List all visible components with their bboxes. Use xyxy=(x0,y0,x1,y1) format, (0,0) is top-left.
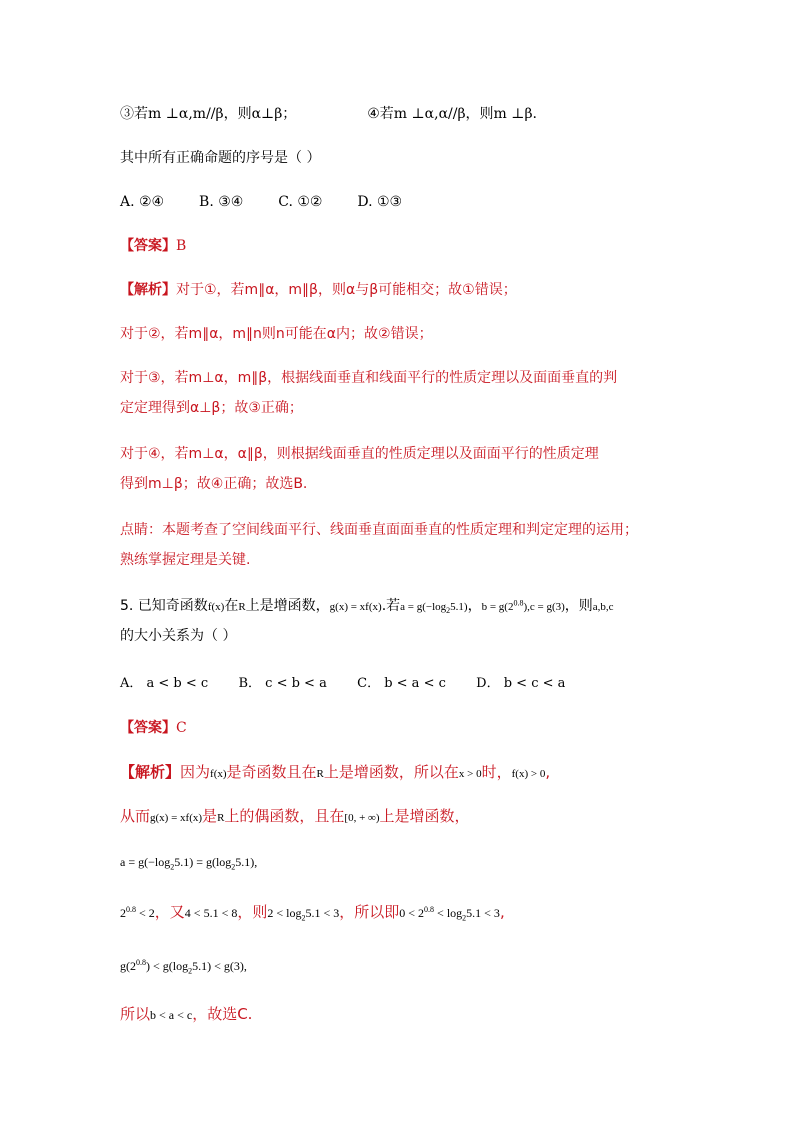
q4-comment-1: 点睛：本题考查了空间线面平行、线面垂直面面垂直的性质定理和判定定理的运用； xyxy=(120,522,638,538)
analysis-text: ，又 xyxy=(154,903,185,921)
math-sup: 0.8 xyxy=(126,905,136,914)
statement-3-4-line xyxy=(120,104,537,124)
q5-analysis-4 xyxy=(120,902,505,923)
analysis-label: 【解析】 xyxy=(120,282,176,298)
option-c: C. ①② xyxy=(278,194,323,210)
option-d: D． b < c < a xyxy=(476,676,566,691)
math-b-def xyxy=(481,598,565,613)
math-part: 5.1) xyxy=(450,601,468,613)
q5-analysis-1 xyxy=(120,762,550,784)
q5-analysis-5 xyxy=(120,956,247,976)
answer-value: B xyxy=(176,238,187,254)
math-f-pos: f(x) > 0 xyxy=(511,768,546,780)
option-a: A. ②④ xyxy=(120,194,165,210)
math-sub: 2 xyxy=(301,913,306,923)
q4-comment-2: 熟练掌握定理是关键. xyxy=(120,552,251,568)
math-R: R xyxy=(316,768,324,780)
analysis-text: 因为 xyxy=(180,763,211,781)
math-part: < log xyxy=(434,906,463,920)
q5-text: .若 xyxy=(381,598,401,614)
q5-text: 在 xyxy=(224,598,239,614)
q4-analysis-3: 对于③，若m⊥α，m∥β，根据线面垂直和线面平行的性质定理以及面面垂直的判 xyxy=(120,370,618,386)
option-c: C． b < a < c xyxy=(357,676,446,691)
q5-options xyxy=(120,674,565,694)
math-part: 5.1 < 3 xyxy=(466,906,500,920)
answer-label: 【答案】 xyxy=(120,238,176,254)
option-b: B. ③④ xyxy=(199,194,244,210)
q5-analysis-3 xyxy=(120,852,257,872)
analysis-text: 对于①，若m∥α，m∥β，则α与β可能相交；故①错误； xyxy=(176,282,517,298)
analysis-text: ，则 xyxy=(237,903,268,921)
q4-answer xyxy=(120,236,186,256)
analysis-text: , xyxy=(499,903,505,921)
math-ineq-1 xyxy=(120,906,155,920)
math-part: ),c = g(3) xyxy=(523,601,565,613)
math-part: 2 xyxy=(120,906,126,920)
math-a-def xyxy=(400,601,468,616)
analysis-text: , xyxy=(545,763,551,781)
q5-text: ， xyxy=(467,598,482,614)
analysis-text: 时， xyxy=(481,763,512,781)
math-sub: 2 xyxy=(462,913,467,923)
math-sub: 2 xyxy=(446,606,451,616)
math-part: 0 < 2 xyxy=(399,906,425,920)
math-g: g(x) = xf(x) xyxy=(150,812,203,824)
analysis-text: 上的偶函数，且在 xyxy=(224,807,345,825)
analysis-text: 上是增函数， xyxy=(379,807,470,825)
statement-4: ④若m ⊥α,α//β，则m ⊥β. xyxy=(367,106,537,122)
q4-analysis-1 xyxy=(120,280,517,300)
q5-stem-2: 的大小关系为（ ） xyxy=(120,628,237,644)
math-part: < 2 xyxy=(136,906,155,920)
q4-prompt: 其中所有正确命题的序号是（ ） xyxy=(120,150,321,166)
q5-text: 已知奇函数 xyxy=(137,598,208,614)
q5-analysis-2 xyxy=(120,806,470,828)
math-part: 2 < log xyxy=(267,906,302,920)
analysis-text: ，所以即 xyxy=(339,903,400,921)
math-part: a = g(−log xyxy=(400,601,447,613)
math-part: b = g(2 xyxy=(481,601,514,613)
option-b: B． c < b < a xyxy=(238,676,327,691)
math-abc: a,b,c xyxy=(592,601,614,613)
math-sup: 0.8 xyxy=(424,905,435,914)
math-f: f(x) xyxy=(210,768,227,780)
analysis-text: 是 xyxy=(202,807,218,825)
math-f: f(x) xyxy=(207,601,225,613)
math-part: 5.1) = g(log xyxy=(174,855,232,869)
q4-analysis-6: 得到m⊥β；故④正确；故选B. xyxy=(120,476,308,492)
q5-number: 5. xyxy=(120,598,134,614)
option-d: D. ①③ xyxy=(357,194,403,210)
math-ineq-2: 4 < 5.1 < 8 xyxy=(184,906,238,920)
math-R: R xyxy=(238,601,246,613)
math-sub: 2 xyxy=(188,966,193,976)
math-part: 5.1) < g(3), xyxy=(192,959,247,973)
math-part: g(2 xyxy=(120,959,136,973)
math-ineq-3 xyxy=(267,906,340,923)
analysis-text: 从而 xyxy=(120,807,151,825)
statement-3: ③若m ⊥α,m//β，则α⊥β； xyxy=(120,106,297,122)
q5-stem-1 xyxy=(120,596,614,617)
math-final-ineq: b < a < c xyxy=(150,1008,193,1022)
analysis-text: 上是增函数，所以在 xyxy=(323,763,459,781)
math-R: R xyxy=(217,812,225,824)
math-x-pos: x > 0 xyxy=(458,768,482,780)
answer-label: 【答案】 xyxy=(120,720,176,736)
math-interval: [0, + ∞) xyxy=(344,812,380,824)
math-part: ) < g(log xyxy=(146,959,189,973)
math-g-def: g(x) = xf(x) xyxy=(329,601,382,613)
math-sub: 2 xyxy=(170,862,175,872)
q5-text: 上是增函数， xyxy=(245,598,330,614)
math-sub: 2 xyxy=(231,862,236,872)
math-sup: 0.8 xyxy=(513,598,524,608)
q4-options xyxy=(120,192,402,212)
math-part: 5.1 < 3 xyxy=(305,906,340,920)
q5-analysis-6 xyxy=(120,1004,252,1025)
math-part: 5.1), xyxy=(235,855,258,869)
analysis-text: 是奇函数且在 xyxy=(226,763,317,781)
q5-text: ，则 xyxy=(564,598,593,614)
q4-analysis-4: 定定理得到α⊥β；故③正确； xyxy=(120,400,303,416)
answer-value: C xyxy=(176,720,187,736)
math-part: a = g(−log xyxy=(120,855,171,869)
q4-analysis-5: 对于④，若m⊥α，α∥β，则根据线面垂直的性质定理以及面面平行的性质定理 xyxy=(120,446,599,462)
analysis-text: ，故选C. xyxy=(192,1005,253,1023)
math-sup: 0.8 xyxy=(136,958,146,967)
q5-answer xyxy=(120,718,187,738)
q4-analysis-2: 对于②，若m∥α，m∥n则n可能在α内；故②错误； xyxy=(120,326,433,342)
option-a: A． a < b < c xyxy=(120,676,209,691)
analysis-label: 【解析】 xyxy=(120,763,181,781)
math-ineq-4 xyxy=(399,905,500,923)
analysis-text: 所以 xyxy=(120,1005,151,1023)
